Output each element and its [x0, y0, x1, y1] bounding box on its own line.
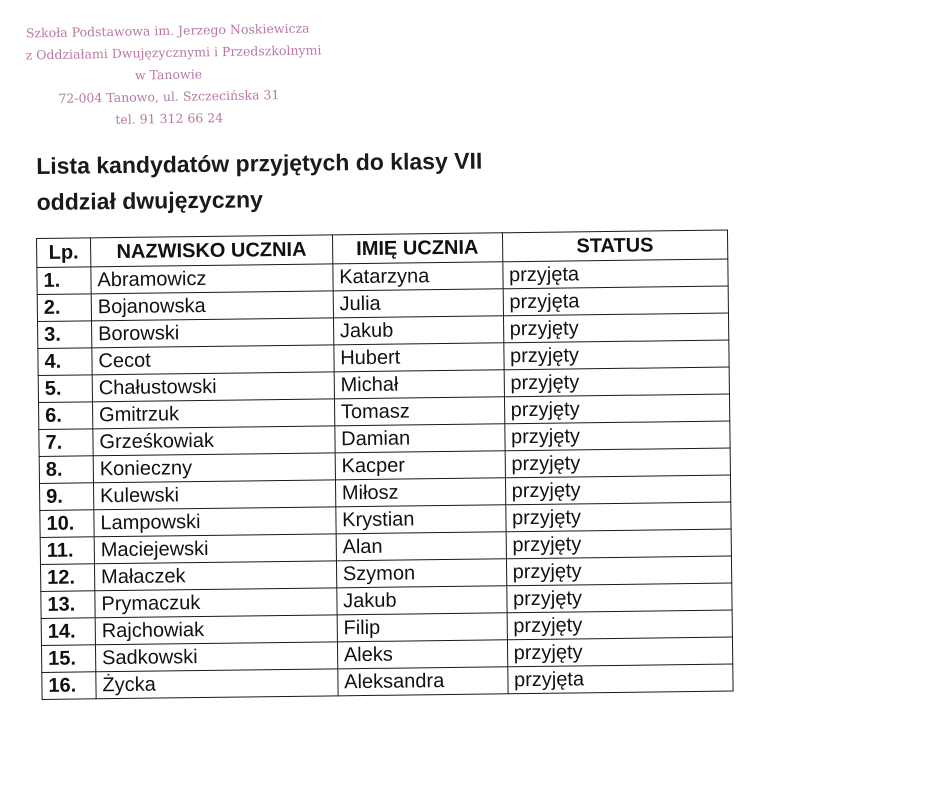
row-lp: 9.	[39, 483, 93, 511]
row-lp: 1.	[37, 267, 91, 295]
admissions-table-wrapper	[36, 230, 734, 700]
row-surname: Borowski	[91, 318, 333, 348]
stamp-line: w Tanowie	[134, 66, 203, 83]
row-name: Hubert	[334, 343, 504, 372]
row-name: Damian	[335, 424, 505, 453]
row-name: Szymon	[336, 559, 506, 588]
row-status: przyjęty	[505, 448, 731, 478]
row-surname: Abramowicz	[91, 264, 333, 294]
title-line: Lista kandydatów przyjętych do klasy VII	[36, 147, 483, 179]
row-name: Tomasz	[334, 397, 504, 426]
row-surname: Sadkowski	[95, 642, 337, 672]
row-status: przyjęty	[504, 421, 730, 451]
row-status: przyjęty	[507, 610, 733, 640]
row-name: Alan	[336, 532, 506, 561]
row-status: przyjęta	[502, 259, 728, 289]
row-lp: 13.	[41, 591, 95, 619]
row-surname: Grześkowiak	[93, 426, 335, 456]
row-surname: Prymaczuk	[95, 588, 337, 618]
row-status: przyjęty	[505, 475, 731, 505]
row-surname: Konieczny	[93, 453, 335, 483]
table-body	[37, 259, 733, 699]
row-name: Miłosz	[335, 478, 505, 507]
row-surname: Maciejewski	[94, 534, 336, 564]
row-surname: Małaczek	[94, 561, 336, 591]
row-status: przyjęty	[506, 583, 732, 613]
row-status: przyjęty	[503, 313, 729, 343]
row-status: przyjęty	[505, 502, 731, 532]
stamp-line: Szkoła Podstawowa im. Jerzego Noskiewicza	[25, 20, 310, 41]
row-lp: 10.	[40, 510, 94, 538]
header-surname: NAZWISKO UCZNIA	[90, 235, 332, 267]
row-name: Michał	[334, 370, 504, 399]
row-surname: Bojanowska	[91, 291, 333, 321]
row-surname: Cecot	[92, 345, 334, 375]
school-stamp	[25, 18, 322, 133]
row-lp: 7.	[39, 429, 93, 457]
row-name: Katarzyna	[333, 262, 503, 291]
row-name: Jakub	[337, 586, 507, 615]
row-name: Jakub	[333, 316, 503, 345]
row-surname: Gmitrzuk	[92, 399, 334, 429]
row-lp: 6.	[39, 402, 93, 430]
row-name: Kacper	[335, 451, 505, 480]
row-status: przyjęta	[503, 286, 729, 316]
row-lp: 8.	[39, 456, 93, 484]
row-lp: 5.	[38, 375, 92, 403]
row-name: Filip	[337, 613, 507, 642]
row-status: przyjęty	[503, 340, 729, 370]
row-lp: 11.	[40, 537, 94, 565]
row-name: Julia	[333, 289, 503, 318]
row-name: Aleks	[337, 640, 507, 669]
row-surname: Rajchowiak	[95, 615, 337, 645]
stamp-line: tel. 91 312 66 24	[115, 110, 224, 127]
header-status: STATUS	[502, 230, 728, 262]
row-name: Krystian	[336, 505, 506, 534]
row-lp: 12.	[40, 564, 94, 592]
row-surname: Życka	[96, 669, 338, 699]
row-lp: 16.	[42, 672, 96, 700]
document-title	[36, 143, 483, 220]
row-lp: 15.	[41, 645, 95, 673]
row-lp: 14.	[41, 618, 95, 646]
header-name: IMIĘ UCZNIA	[332, 233, 502, 264]
row-status: przyjęty	[504, 394, 730, 424]
stamp-line: 72-004 Tanowo, ul. Szczecińska 31	[58, 87, 280, 106]
admissions-table	[36, 230, 734, 700]
stamp-line: z Oddziałami Dwujęzycznymi i Przedszkolnymi	[25, 42, 322, 63]
row-name: Aleksandra	[338, 667, 508, 696]
header-lp: Lp.	[37, 238, 91, 268]
row-status: przyjęty	[504, 367, 730, 397]
row-surname: Kulewski	[93, 480, 335, 510]
row-lp: 3.	[38, 321, 92, 349]
row-lp: 4.	[38, 348, 92, 376]
subtitle-line: oddział dwujęzyczny	[36, 186, 264, 215]
row-status: przyjęty	[506, 556, 732, 586]
row-surname: Chałustowski	[92, 372, 334, 402]
row-status: przyjęty	[506, 529, 732, 559]
row-status: przyjęta	[507, 664, 733, 694]
row-lp: 2.	[37, 294, 91, 322]
row-status: przyjęty	[507, 637, 733, 667]
row-surname: Lampowski	[94, 507, 336, 537]
